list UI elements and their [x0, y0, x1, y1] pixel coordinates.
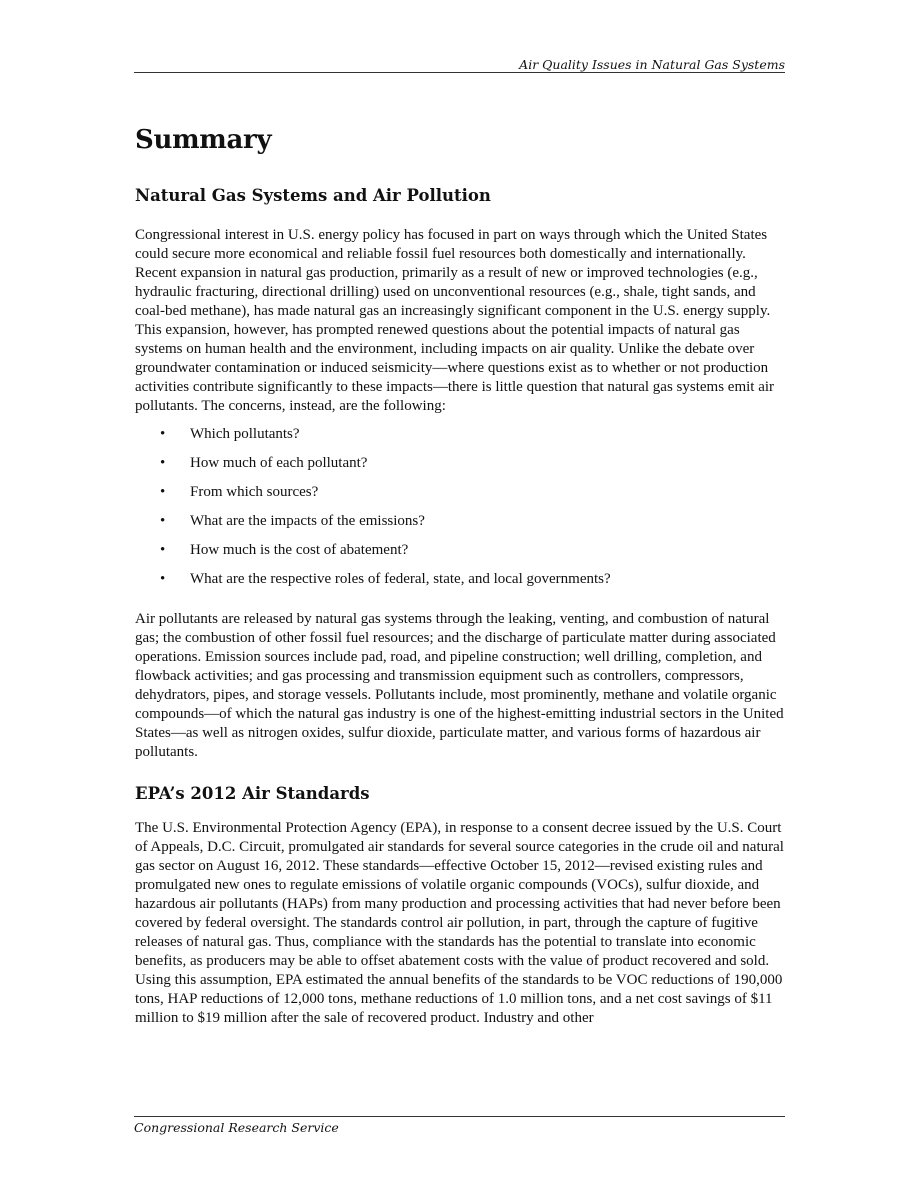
paragraph-epa-standards: The U.S. Environmental Protection Agency (EPA), in response to a consent decree issued by the U.S. Court of Appeals, D.C. Circuit, promulgated air standards for several source categories in the crude oil and natural gas sector on August 16, 2012. These standards—effective October 15, 2012—revised existing rules and promulgated new ones to regulate emissions of volatile organic compounds (VOCs), sulfur dioxide, and hazardous air pollutants (HAPs) from many production and processing activities that had never before been covered by federal oversight. The standards control air pollution, in part, through the capture of fugitive releases of natural gas. Thus, compliance with the standards has the potential to translate into economic benefits, as producers may be able to offset abatement costs with the value of product recovered and sold. Using this assumption, EPA estimated the annual benefits of the standards to be VOC reductions of 190,000 tons, HAP reductions of 12,000 tons, methane reductions of 1.0 million tons, and a net cost savings of $11 million to $19 million after the sale of recovered product. Industry and other [135, 820, 784, 1026]
section-heading-epa-standards: EPA’s 2012 Air Standards [135, 784, 370, 803]
header-rule [134, 72, 785, 73]
bullet-icon: • [160, 484, 166, 500]
list-item: • How much of each pollutant? [160, 455, 368, 471]
list-item: • How much is the cost of abatement? [160, 542, 409, 558]
section-heading-natural-gas: Natural Gas Systems and Air Pollution [135, 186, 491, 205]
list-item: • What are the impacts of the emissions? [160, 513, 425, 529]
paragraph-congressional-interest: Congressional interest in U.S. energy policy has focused in part on ways through which the United States could secure more economical and reliable fossil fuel resources both domestically and internationally. Recent expansion in natural gas production, primarily as a result of new or improved technologies (e.g., hydraulic fracturing, directional drilling) used on unconventional resources (e.g., shale, tight sands, and coal-bed methane), has made natural gas an increasingly significant component in the U.S. energy supply. This expansion, however, has prompted renewed questions about the potential impacts of natural gas systems on human health and the environment, including impacts on air quality. Unlike the debate over groundwater contamination or induced seismicity—where questions exist as to whether or not production activities contribute significantly to these impacts—there is little question that natural gas systems emit air pollutants. The concerns, instead, are the following: [135, 227, 775, 414]
list-item: • From which sources? [160, 484, 319, 500]
concerns-list [135, 425, 787, 599]
list-item: • What are the respective roles of federal, state, and local governments? [160, 571, 611, 587]
list-item: • Which pollutants? [160, 426, 300, 442]
bullet-icon: • [160, 455, 166, 471]
bullet-icon: • [160, 542, 166, 558]
running-footer: Congressional Research Service [134, 1120, 339, 1135]
paragraph-air-pollutants: Air pollutants are released by natural gas systems through the leaking, venting, and combustion of natural gas; the combustion of other fossil fuel resources; and the discharge of particulate matter during associated operations. Emission sources include pad, road, and pipeline construction; well drilling, completion, and flowback activities; and gas processing and transmission equipment such as controllers, compressors, dehydrators, pipes, and storage vessels. Pollutants include, most prominently, methane and volatile organic compounds—of which the natural gas industry is one of the highest-emitting industrial sectors in the United States—as well as nitrogen oxides, sulfur dioxide, particulate matter, and various forms of hazardous air pollutants. [135, 611, 784, 760]
bullet-icon: • [160, 571, 166, 587]
running-header: Air Quality Issues in Natural Gas Systems [519, 57, 785, 72]
page-content [135, 120, 787, 1028]
footer-rule [134, 1116, 785, 1117]
page-title: Summary [135, 125, 272, 155]
bullet-icon: • [160, 513, 166, 529]
bullet-icon: • [160, 426, 166, 442]
